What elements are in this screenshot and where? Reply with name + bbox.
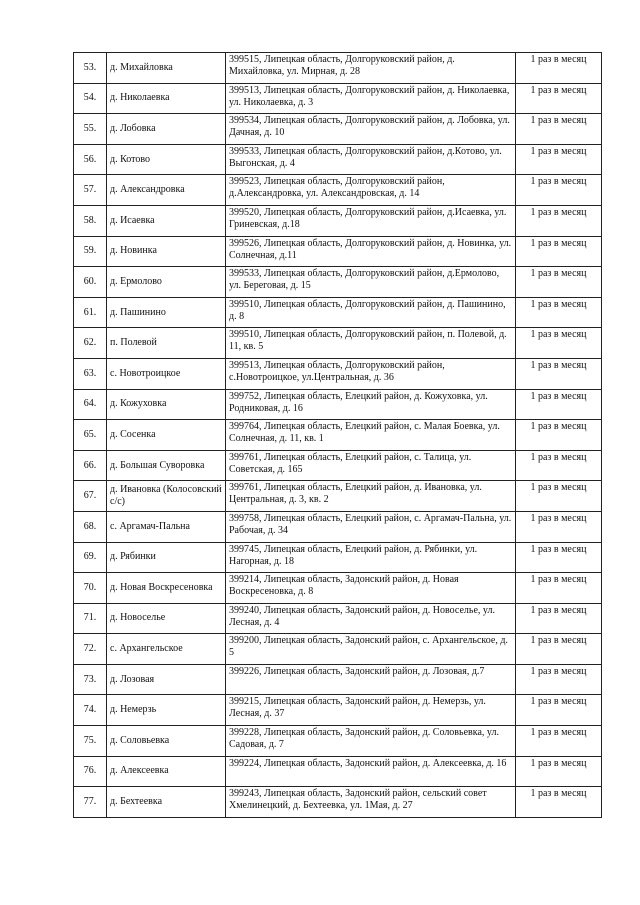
frequency-cell: 1 раз в месяц — [516, 144, 602, 175]
address-cell: 399752, Липецкая область, Елецкий район, д. Кожуховка, ул. Родниковая, д. 16 — [226, 389, 516, 420]
frequency-cell: 1 раз в месяц — [516, 236, 602, 267]
table-row — [74, 573, 602, 604]
row-number: 59. — [74, 236, 107, 267]
frequency-cell: 1 раз в месяц — [516, 573, 602, 604]
address-cell: 399214, Липецкая область, Задонский район, д. Новая Воскресеновка, д. 8 — [226, 573, 516, 604]
row-number: 58. — [74, 205, 107, 236]
frequency-cell: 1 раз в месяц — [516, 358, 602, 389]
table-row — [74, 420, 602, 451]
address-cell: 399200, Липецкая область, Задонский район, с. Архангельское, д. 5 — [226, 634, 516, 665]
settlement-name: д. Новинка — [107, 236, 226, 267]
frequency-cell: 1 раз в месяц — [516, 511, 602, 542]
settlement-name: д. Новоселье — [107, 603, 226, 634]
address-cell: 399226, Липецкая область, Задонский район, д. Лозовая, д.7 — [226, 664, 516, 695]
row-number: 74. — [74, 695, 107, 726]
settlement-name: д. Ивановка (Колосовский с/с) — [107, 481, 226, 512]
address-cell: 399510, Липецкая область, Долгоруковский район, п. Полевой, д. 11, кв. 5 — [226, 328, 516, 359]
row-number: 77. — [74, 787, 107, 818]
row-number: 56. — [74, 144, 107, 175]
row-number: 61. — [74, 297, 107, 328]
row-number: 67. — [74, 481, 107, 512]
settlement-name: д. Соловьевка — [107, 726, 226, 757]
settlement-name: д. Пашинино — [107, 297, 226, 328]
address-cell: 399758, Липецкая область, Елецкий район, с. Аргамач-Пальна, ул. Рабочая, д. 34 — [226, 511, 516, 542]
settlement-name: д. Немерзь — [107, 695, 226, 726]
row-number: 53. — [74, 53, 107, 84]
settlement-name: д. Новая Воскресеновка — [107, 573, 226, 604]
row-number: 72. — [74, 634, 107, 665]
frequency-cell: 1 раз в месяц — [516, 328, 602, 359]
address-cell: 399761, Липецкая область, Елецкий район, с. Талица, ул. Советская, д. 165 — [226, 450, 516, 481]
table-row — [74, 297, 602, 328]
table-row — [74, 144, 602, 175]
table-row — [74, 695, 602, 726]
frequency-cell: 1 раз в месяц — [516, 634, 602, 665]
frequency-cell: 1 раз в месяц — [516, 603, 602, 634]
frequency-cell: 1 раз в месяц — [516, 695, 602, 726]
table-row — [74, 328, 602, 359]
address-cell: 399523, Липецкая область, Долгоруковский район, д.Александровка, ул. Александровская, д. 14 — [226, 175, 516, 206]
table-row — [74, 236, 602, 267]
table-row — [74, 175, 602, 206]
frequency-cell: 1 раз в месяц — [516, 420, 602, 451]
row-number: 60. — [74, 267, 107, 298]
frequency-cell: 1 раз в месяц — [516, 726, 602, 757]
row-number: 64. — [74, 389, 107, 420]
settlements-table — [73, 52, 602, 818]
row-number: 71. — [74, 603, 107, 634]
table-row — [74, 787, 602, 818]
row-number: 66. — [74, 450, 107, 481]
frequency-cell: 1 раз в месяц — [516, 205, 602, 236]
address-cell: 399228, Липецкая область, Задонский район, д. Соловьевка, ул. Садовая, д. 7 — [226, 726, 516, 757]
row-number: 68. — [74, 511, 107, 542]
table-row — [74, 389, 602, 420]
row-number: 70. — [74, 573, 107, 604]
frequency-cell: 1 раз в месяц — [516, 481, 602, 512]
table-row — [74, 664, 602, 695]
settlement-name: д. Сосенка — [107, 420, 226, 451]
table-row — [74, 450, 602, 481]
address-cell: 399764, Липецкая область, Елецкий район, с. Малая Боевка, ул. Солнечная, д. 11, кв. 1 — [226, 420, 516, 451]
table-row — [74, 542, 602, 573]
settlement-name: д. Кожуховка — [107, 389, 226, 420]
table-row — [74, 481, 602, 512]
settlement-name: д. Лобовка — [107, 114, 226, 145]
frequency-cell: 1 раз в месяц — [516, 267, 602, 298]
settlement-name: д. Котово — [107, 144, 226, 175]
frequency-cell: 1 раз в месяц — [516, 664, 602, 695]
settlement-name: д. Бехтеевка — [107, 787, 226, 818]
address-cell: 399513, Липецкая область, Долгоруковский район, д. Николаевка, ул. Николаевка, д. 3 — [226, 83, 516, 114]
address-cell: 399761, Липецкая область, Елецкий район, д. Ивановка, ул. Центральная, д. 3, кв. 2 — [226, 481, 516, 512]
settlement-name: д. Ермолово — [107, 267, 226, 298]
table-row — [74, 83, 602, 114]
address-cell: 399533, Липецкая область, Долгоруковский район, д.Котово, ул. Выгонская, д. 4 — [226, 144, 516, 175]
address-cell: 399533, Липецкая область, Долгоруковский район, д.Ермолово, ул. Береговая, д. 15 — [226, 267, 516, 298]
settlement-name: д. Александровка — [107, 175, 226, 206]
address-cell: 399534, Липецкая область, Долгоруковский район, д. Лобовка, ул. Дачная, д. 10 — [226, 114, 516, 145]
frequency-cell: 1 раз в месяц — [516, 175, 602, 206]
row-number: 76. — [74, 756, 107, 787]
frequency-cell: 1 раз в месяц — [516, 114, 602, 145]
address-cell: 399526, Липецкая область, Долгоруковский район, д. Новинка, ул. Солнечная, д.11 — [226, 236, 516, 267]
frequency-cell: 1 раз в месяц — [516, 787, 602, 818]
frequency-cell: 1 раз в месяц — [516, 450, 602, 481]
row-number: 73. — [74, 664, 107, 695]
table-row — [74, 267, 602, 298]
address-cell: 399745, Липецкая область, Елецкий район, д. Рябинки, ул. Нагорная, д. 18 — [226, 542, 516, 573]
frequency-cell: 1 раз в месяц — [516, 297, 602, 328]
settlement-name: п. Полевой — [107, 328, 226, 359]
table-row — [74, 114, 602, 145]
table-row — [74, 53, 602, 84]
settlement-name: д. Николаевка — [107, 83, 226, 114]
address-cell: 399215, Липецкая область, Задонский район, д. Немерзь, ул. Лесная, д. 37 — [226, 695, 516, 726]
frequency-cell: 1 раз в месяц — [516, 389, 602, 420]
settlement-name: д. Михайловка — [107, 53, 226, 84]
address-cell: 399243, Липецкая область, Задонский район, сельский совет Хмелинецкий, д. Бехтеевка, ул. 1Мая, д. 27 — [226, 787, 516, 818]
row-number: 57. — [74, 175, 107, 206]
table-row — [74, 358, 602, 389]
table-row — [74, 726, 602, 757]
frequency-cell: 1 раз в месяц — [516, 542, 602, 573]
row-number: 54. — [74, 83, 107, 114]
table-row — [74, 205, 602, 236]
settlement-name: д. Рябинки — [107, 542, 226, 573]
row-number: 62. — [74, 328, 107, 359]
table-row — [74, 511, 602, 542]
table-row — [74, 603, 602, 634]
row-number: 69. — [74, 542, 107, 573]
row-number: 63. — [74, 358, 107, 389]
settlement-name: с. Новотроицкое — [107, 358, 226, 389]
table-body — [74, 53, 602, 818]
table-row — [74, 756, 602, 787]
frequency-cell: 1 раз в месяц — [516, 756, 602, 787]
row-number: 75. — [74, 726, 107, 757]
settlement-name: д. Большая Суворовка — [107, 450, 226, 481]
frequency-cell: 1 раз в месяц — [516, 83, 602, 114]
address-cell: 399240, Липецкая область, Задонский район, д. Новоселье, ул. Лесная, д. 4 — [226, 603, 516, 634]
address-cell: 399224, Липецкая область, Задонский район, д. Алексеевка, д. 16 — [226, 756, 516, 787]
row-number: 65. — [74, 420, 107, 451]
table-row — [74, 634, 602, 665]
settlement-name: д. Алексеевка — [107, 756, 226, 787]
address-cell: 399510, Липецкая область, Долгоруковский район, д. Пашинино, д. 8 — [226, 297, 516, 328]
settlement-name: д. Лозовая — [107, 664, 226, 695]
address-cell: 399520, Липецкая область, Долгоруковский район, д.Исаевка, ул. Гриневская, д.18 — [226, 205, 516, 236]
settlement-name: с. Аргамач-Пальна — [107, 511, 226, 542]
address-cell: 399513, Липецкая область, Долгоруковский район, с.Новотроицкое, ул.Центральная, д. 36 — [226, 358, 516, 389]
frequency-cell: 1 раз в месяц — [516, 53, 602, 84]
settlement-name: с. Архангельское — [107, 634, 226, 665]
address-cell: 399515, Липецкая область, Долгоруковский район, д. Михайловка, ул. Мирная, д. 28 — [226, 53, 516, 84]
settlement-name: д. Исаевка — [107, 205, 226, 236]
row-number: 55. — [74, 114, 107, 145]
